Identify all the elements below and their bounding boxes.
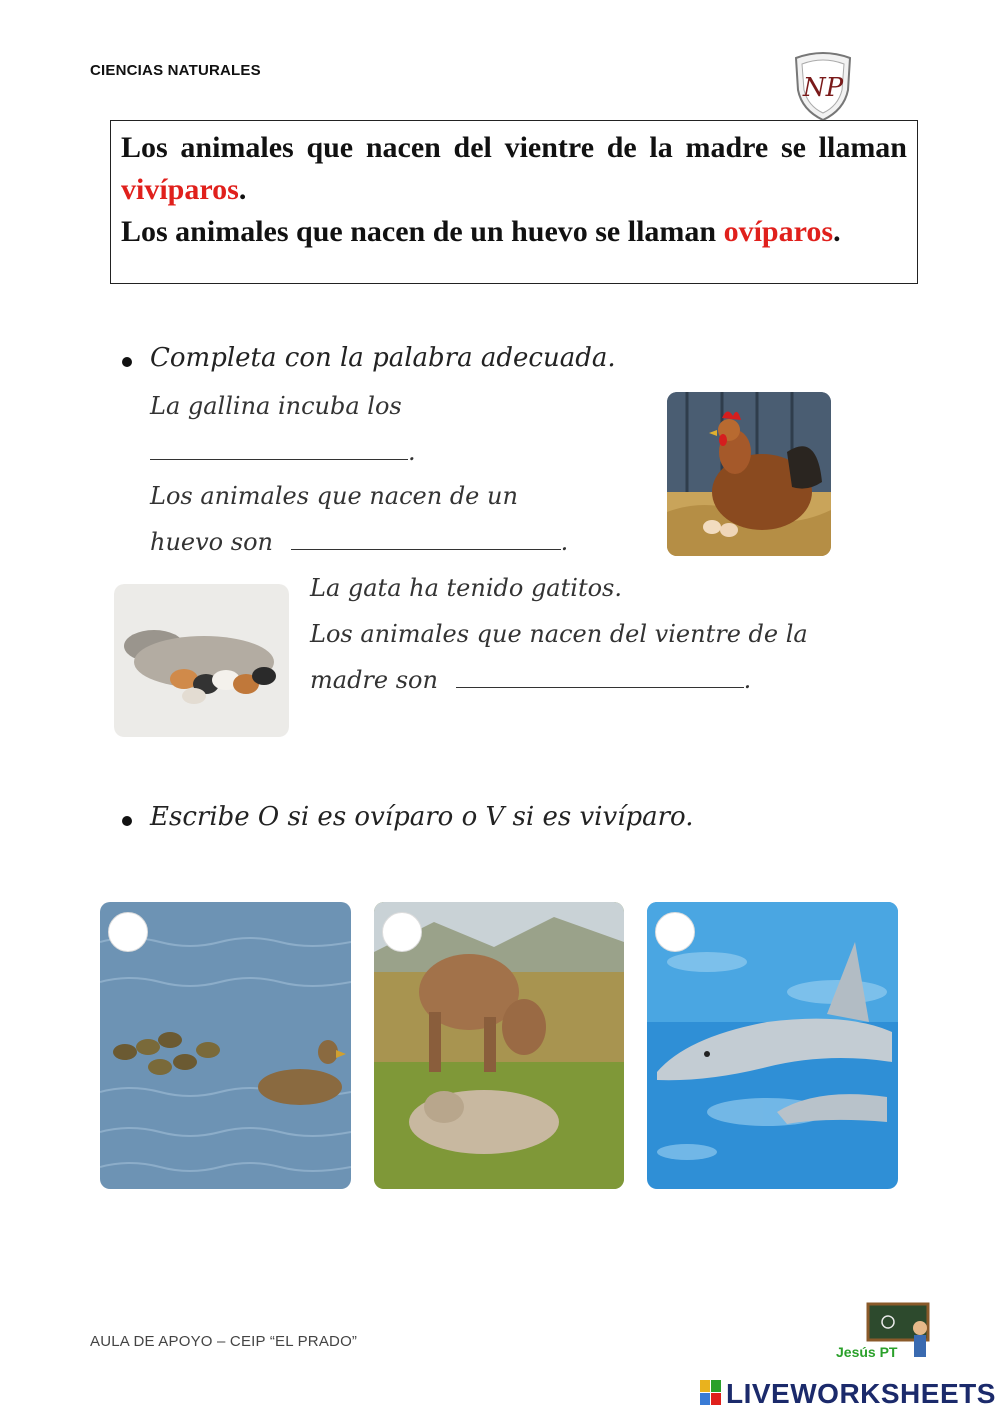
subject-title: CIENCIAS NATURALES — [90, 62, 261, 79]
liveworksheets-brand: LIVEWORKSHEETS — [726, 1378, 996, 1409]
bullet-icon — [122, 816, 132, 826]
ducks-card — [100, 902, 351, 1189]
hen-answer-line: . — [150, 438, 416, 466]
answer-circle-cow[interactable] — [382, 912, 422, 952]
answer-circle-dolphins[interactable] — [655, 912, 695, 952]
cow-card — [374, 902, 624, 1189]
answer-circle-ducks[interactable] — [108, 912, 148, 952]
definition-box — [110, 120, 918, 284]
viviparous-sentence: Los animales que nacen del vientre de la — [310, 620, 808, 648]
term-viviparos: vivíparos — [121, 173, 239, 206]
liveworksheets-logo-icon — [700, 1380, 722, 1406]
footer-school: AULA DE APOYO – CEIP “EL PRADO” — [90, 1333, 358, 1350]
svg-text:NP: NP — [802, 73, 844, 103]
definition-viviparous: Los animales que nacen del vientre de la madre se llaman vivíparos. — [121, 131, 907, 206]
hen-sentence: La gallina incuba los — [150, 392, 402, 420]
bullet-icon — [122, 357, 132, 367]
oviparous-sentence: Los animales que nacen de un — [150, 482, 518, 510]
dolphins-card — [647, 902, 898, 1189]
answer-blank-eggs[interactable] — [150, 439, 408, 460]
viviparous-answer-line: madre son . — [310, 666, 752, 694]
term-oviparos: ovíparos — [723, 215, 834, 248]
answer-blank-viviparous[interactable] — [456, 667, 744, 688]
footer-author: Jesús PT — [836, 1344, 898, 1360]
cat-sentence: La gata ha tenido gatitos. — [310, 574, 622, 602]
school-crest-icon — [788, 50, 858, 122]
exercise1-instruction: Completa con la palabra adecuada. — [150, 343, 616, 373]
oviparous-answer-line: huevo son . — [150, 528, 569, 556]
hen-with-eggs-photo — [667, 392, 831, 556]
cat-with-kittens-photo — [114, 584, 289, 737]
answer-blank-oviparous[interactable] — [291, 529, 561, 550]
definition-oviparous: Los animales que nacen de un huevo se llaman ovíparos. — [121, 215, 841, 248]
exercise2-instruction: Escribe O si es ovíparo o V si es vivíparo. — [150, 802, 694, 832]
